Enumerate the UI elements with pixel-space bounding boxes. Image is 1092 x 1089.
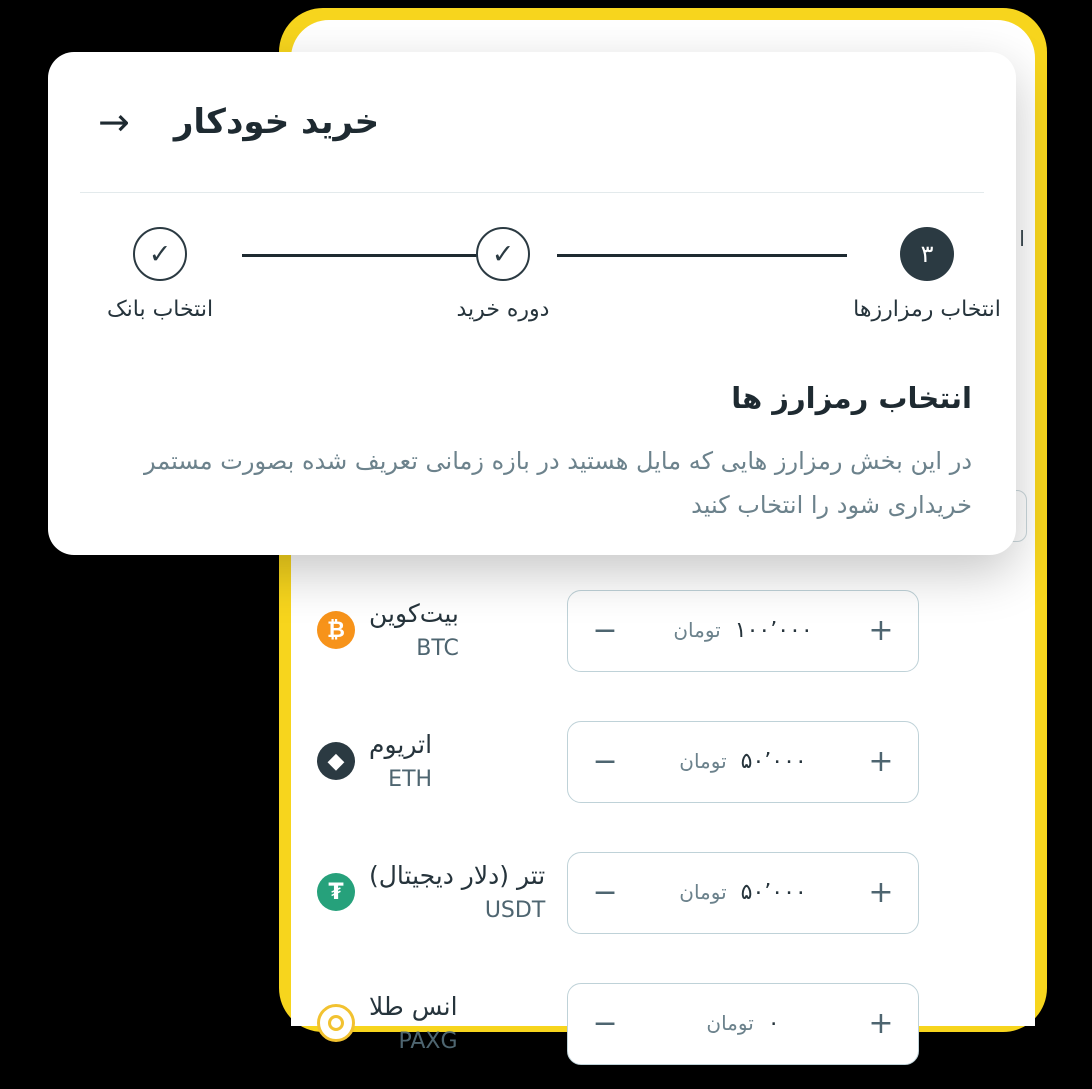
bitcoin-icon (317, 611, 355, 649)
coin-names (369, 596, 459, 664)
arrow-right-icon[interactable]: → (98, 100, 130, 144)
stepper-labels (106, 297, 1001, 333)
stepper (110, 227, 954, 283)
amount-display (673, 618, 812, 643)
check-icon: ✓ (491, 238, 515, 270)
stepper-connector (557, 254, 847, 257)
coin-symbol: USDT (484, 897, 546, 923)
stepper-connector (242, 254, 502, 257)
section-description: در این بخش رمزارز هایی که مایل هستید در بازه زمانی تعریف شده بصورت مستمر خریداری شود را انتخاب کنید (144, 447, 972, 520)
stepper-node-select-coins[interactable] (900, 227, 954, 281)
increase-button[interactable]: + (868, 612, 894, 648)
check-icon: ✓ (148, 238, 172, 270)
coin-name-fa: اتریوم (369, 730, 433, 760)
table-row[interactable] (317, 958, 1009, 1089)
quantity-stepper[interactable] (567, 590, 919, 672)
auto-buy-modal (48, 52, 1016, 555)
amount-value: ۵۰٬۰۰۰ (740, 749, 807, 774)
ethereum-glyph: ◆ (327, 748, 345, 774)
coin-name-fa: انس طلا (369, 992, 458, 1022)
tether-icon (317, 873, 355, 911)
stepper-label-select-coins: انتخاب رمزارزها (853, 297, 1001, 322)
ethereum-icon (317, 742, 355, 780)
coin-symbol: ETH (388, 766, 433, 792)
coin-names (369, 989, 458, 1057)
quantity-stepper[interactable] (567, 983, 919, 1065)
bitcoin-glyph: ₿ (327, 618, 345, 644)
coin-list (291, 565, 1035, 1089)
coin-symbol: PAXG (398, 1028, 458, 1054)
decrease-button[interactable]: − (592, 743, 618, 779)
stepper-node-marker: ۳ (920, 240, 934, 268)
page-title: خرید خودکار (173, 102, 380, 142)
amount-unit: تومان (673, 618, 721, 642)
stepper-node-purchase-period[interactable] (476, 227, 530, 281)
amount-unit: تومان (679, 880, 727, 904)
header-divider (80, 192, 984, 193)
table-row[interactable] (317, 565, 1009, 696)
quantity-stepper[interactable] (567, 721, 919, 803)
coin-names (369, 858, 545, 926)
coin-identity (317, 858, 567, 926)
table-row[interactable] (317, 827, 1009, 958)
coin-names (369, 727, 432, 795)
increase-button[interactable]: + (868, 1005, 894, 1041)
decrease-button[interactable]: − (592, 874, 618, 910)
amount-display (679, 749, 806, 774)
modal-header (86, 52, 978, 192)
increase-button[interactable]: + (868, 874, 894, 910)
amount-value: ۰ (767, 1011, 780, 1036)
quantity-stepper[interactable] (567, 852, 919, 934)
amount-unit: تومان (679, 749, 727, 773)
coin-symbol: BTC (416, 635, 459, 661)
amount-display (679, 880, 806, 905)
stepper-label-select-bank: انتخاب بانک (106, 297, 214, 322)
coin-identity (317, 727, 567, 795)
coin-identity (317, 989, 567, 1057)
amount-display (706, 1011, 779, 1036)
stepper-node-select-bank[interactable] (133, 227, 187, 281)
amount-unit: تومان (706, 1011, 754, 1035)
coin-identity (317, 596, 567, 664)
amount-value: ۵۰٬۰۰۰ (740, 880, 807, 905)
gold-ring (328, 1015, 344, 1031)
section-title: انتخاب رمزارز ها (731, 381, 972, 415)
table-row[interactable] (317, 696, 1009, 827)
increase-button[interactable]: + (868, 743, 894, 779)
background-page-label: ا (1019, 227, 1025, 251)
coin-name-fa: بیت‌کوین (369, 599, 459, 629)
decrease-button[interactable]: − (592, 612, 618, 648)
coin-name-fa: تتر (دلار دیجیتال) (369, 861, 546, 891)
amount-value: ۱۰۰٬۰۰۰ (734, 618, 813, 643)
stepper-label-purchase-period: دوره خرید (456, 297, 550, 322)
gold-icon (317, 1004, 355, 1042)
decrease-button[interactable]: − (592, 1005, 618, 1041)
tether-glyph: ₮ (328, 879, 344, 905)
